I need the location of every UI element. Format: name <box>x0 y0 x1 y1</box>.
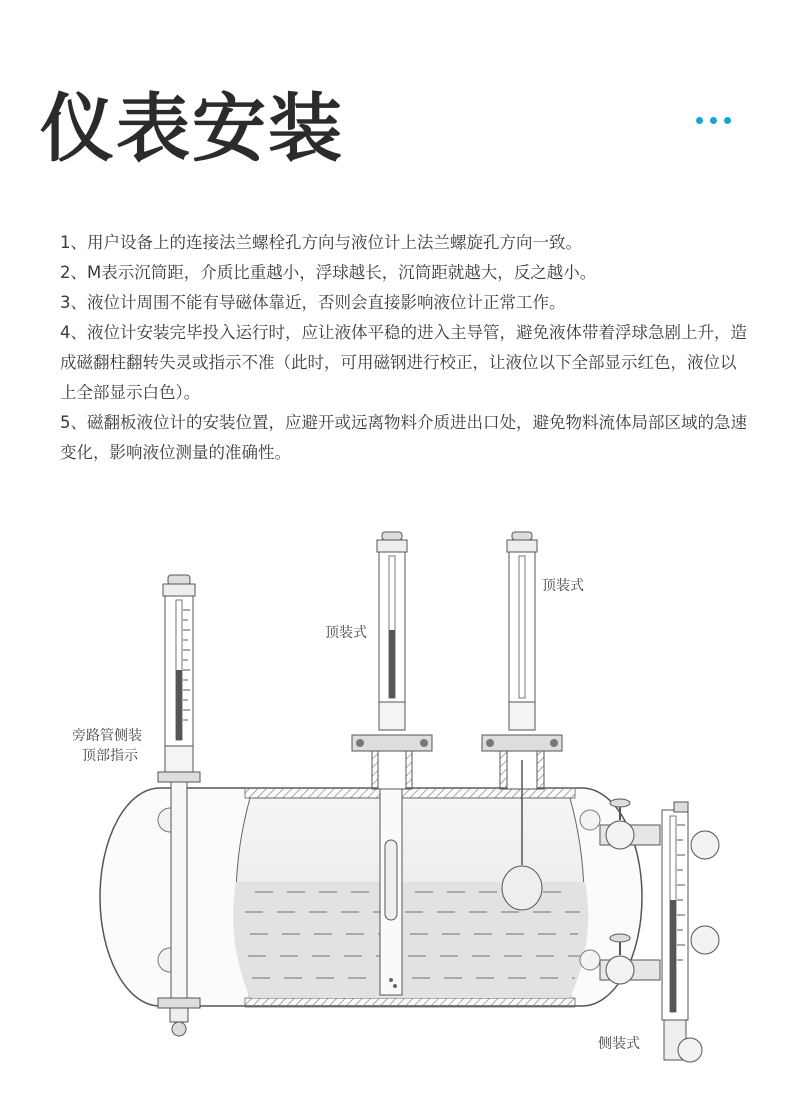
dot <box>696 117 703 124</box>
installation-diagram <box>0 520 790 1096</box>
dot <box>724 117 731 124</box>
label-bypass-line2: 顶部指示 <box>82 748 138 764</box>
note-3: 3、液位计周围不能有导磁体靠近，否则会直接影响液位计正常工作。 <box>60 293 566 312</box>
dot <box>710 117 717 124</box>
label-top-mount-a: 顶装式 <box>325 625 367 641</box>
note-5: 5、磁翻板液位计的安装位置，应避开或远离物料介质进出口处，避免物料流体局部区域的急速变化，影响液位测量的准确性。 <box>60 413 747 462</box>
note-2: 2、M表示沉筒距，介质比重越小，浮球越长，沉筒距就越大，反之越小。 <box>60 263 597 282</box>
decorative-dots <box>696 117 731 124</box>
note-1: 1、用户设备上的连接法兰螺栓孔方向与液位计上法兰螺旋孔方向一致。 <box>60 233 582 252</box>
label-top-mount-b: 顶装式 <box>542 578 584 594</box>
page-title: 仪表安装 <box>40 86 344 172</box>
installation-notes <box>60 228 750 468</box>
note-4: 4、液位计安装完毕投入运行时，应让液体平稳的进入主导管，避免液体带着浮球急剧上升，造成磁翻柱翻转失灵或指示不准（此时，可用磁钢进行校正，让液位以下全部显示红色，液位以上全部显示白色）。 <box>60 323 747 402</box>
label-side-mount: 侧装式 <box>598 1036 640 1052</box>
label-bypass-line1: 旁路管侧装 <box>72 728 142 744</box>
